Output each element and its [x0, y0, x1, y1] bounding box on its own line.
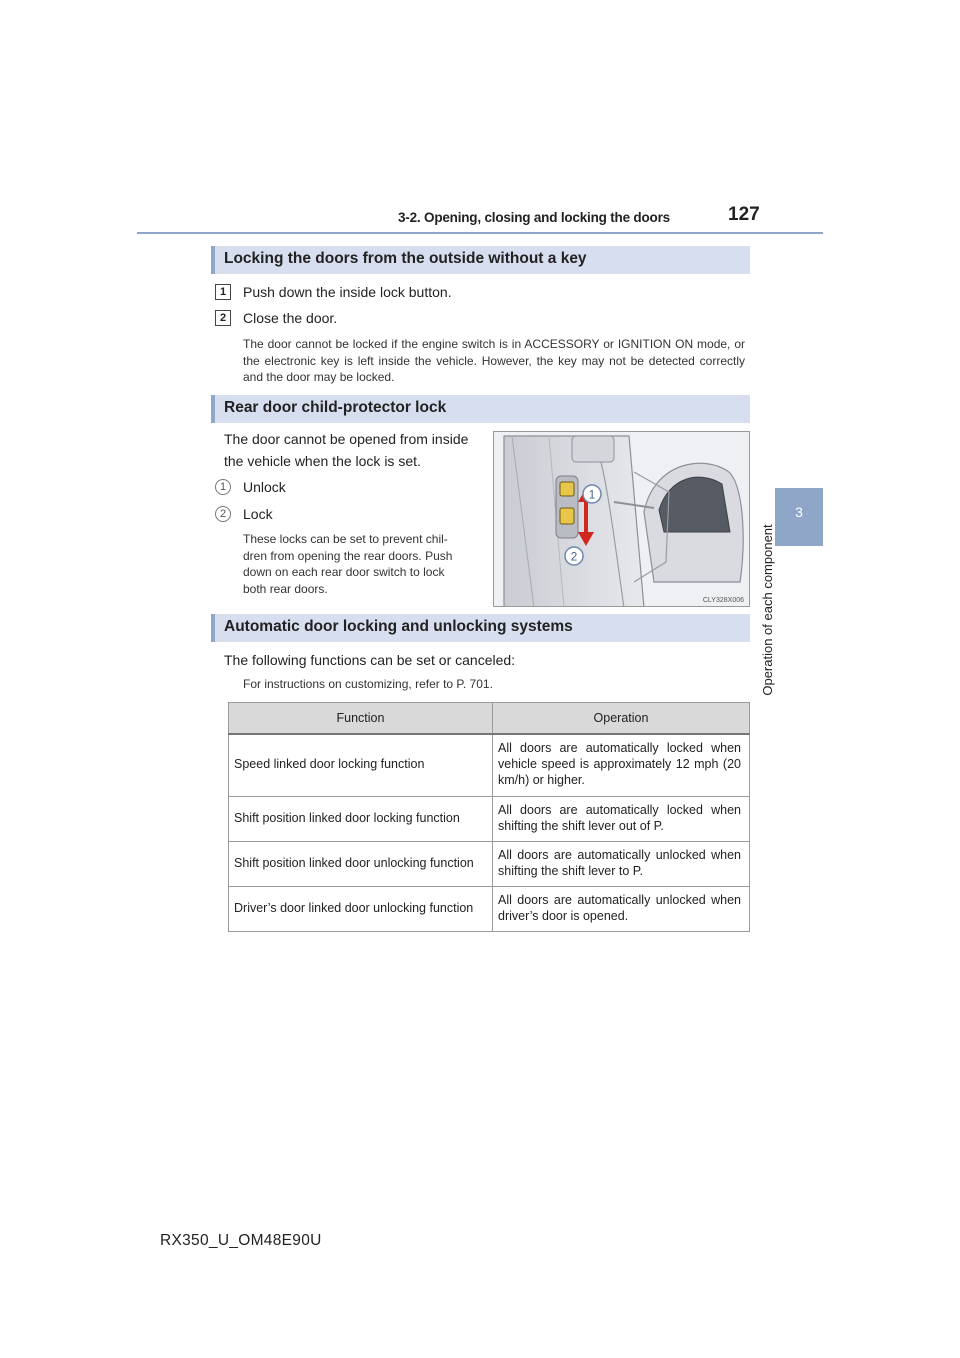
section-heading-locking — [211, 246, 750, 274]
subnote-text: For instructions on customizing, refer to P. 701. — [243, 677, 493, 691]
step-text: Close the door. — [243, 310, 338, 326]
function-cell: Speed linked door locking function — [229, 734, 493, 796]
table-row — [229, 796, 750, 841]
door-drawing — [494, 432, 750, 607]
figure-code: CLY328X006 — [702, 597, 744, 604]
chapter-tab: 3 — [775, 488, 823, 546]
step-number: 1 — [215, 284, 231, 300]
note-line: dren from opening the rear doors. Push — [243, 548, 453, 563]
section-title: Automatic door locking and unlocking systems — [224, 618, 573, 635]
item-text: Lock — [243, 506, 273, 522]
note-line: These locks can be set to prevent chil- — [243, 532, 448, 546]
note-text — [243, 531, 483, 597]
callout-1: 1 — [588, 487, 596, 502]
note-line: down on each rear door switch to lock — [243, 565, 445, 579]
note-text: The door cannot be locked if the engine switch is in ACCESSORY or IGNITION ON mode, or the electronic key is left inside the vehicle. However, the key may not be detected correctly and the door may be locked. — [243, 337, 745, 384]
running-header: 3-2. Opening, closing and locking the doors — [398, 210, 670, 225]
intro-text: The following functions can be set or canceled: — [224, 652, 516, 668]
callout-number: 2 — [215, 506, 231, 522]
section-heading-auto-lock — [211, 614, 750, 642]
step-text: Push down the inside lock button. — [243, 284, 452, 300]
step-number: 2 — [215, 310, 231, 326]
chapter-label: Operation of each component — [760, 524, 775, 696]
document-code: RX350_U_OM48E90U — [160, 1232, 322, 1249]
table-row — [229, 734, 750, 796]
column-header: Function — [229, 703, 493, 735]
header-rule — [137, 232, 823, 234]
functions-table — [228, 702, 750, 932]
operation-cell: All doors are automatically unlocked when driver’s door is opened. — [493, 886, 750, 931]
operation-cell: All doors are automatically locked when vehicle speed is approximately 12 mph (20 km/h) or higher. — [493, 734, 750, 796]
function-cell: Driver’s door linked door unlocking function — [229, 886, 493, 931]
section-title: Locking the doors from the outside without a key — [224, 250, 587, 267]
table-row — [229, 841, 750, 886]
table-row — [229, 886, 750, 931]
callout-2: 2 — [570, 549, 578, 564]
intro-line: The door cannot be opened from inside — [224, 431, 469, 447]
intro-line: the vehicle when the lock is set. — [224, 453, 421, 469]
child-lock-illustration — [493, 431, 750, 607]
item-text: Unlock — [243, 479, 286, 495]
function-cell: Shift position linked door locking function — [229, 796, 493, 841]
note-line: both rear doors. — [243, 581, 328, 596]
operation-cell: All doors are automatically unlocked when shifting the shift lever to P. — [493, 841, 750, 886]
column-header: Operation — [493, 703, 750, 735]
table-header-row — [229, 703, 750, 735]
section-title: Rear door child-protector lock — [224, 399, 447, 416]
section-heading-child-lock — [211, 395, 750, 423]
page-number: 127 — [728, 204, 760, 225]
callout-number: 1 — [215, 479, 231, 495]
function-cell: Shift position linked door unlocking function — [229, 841, 493, 886]
operation-cell: All doors are automatically locked when shifting the shift lever out of P. — [493, 796, 750, 841]
